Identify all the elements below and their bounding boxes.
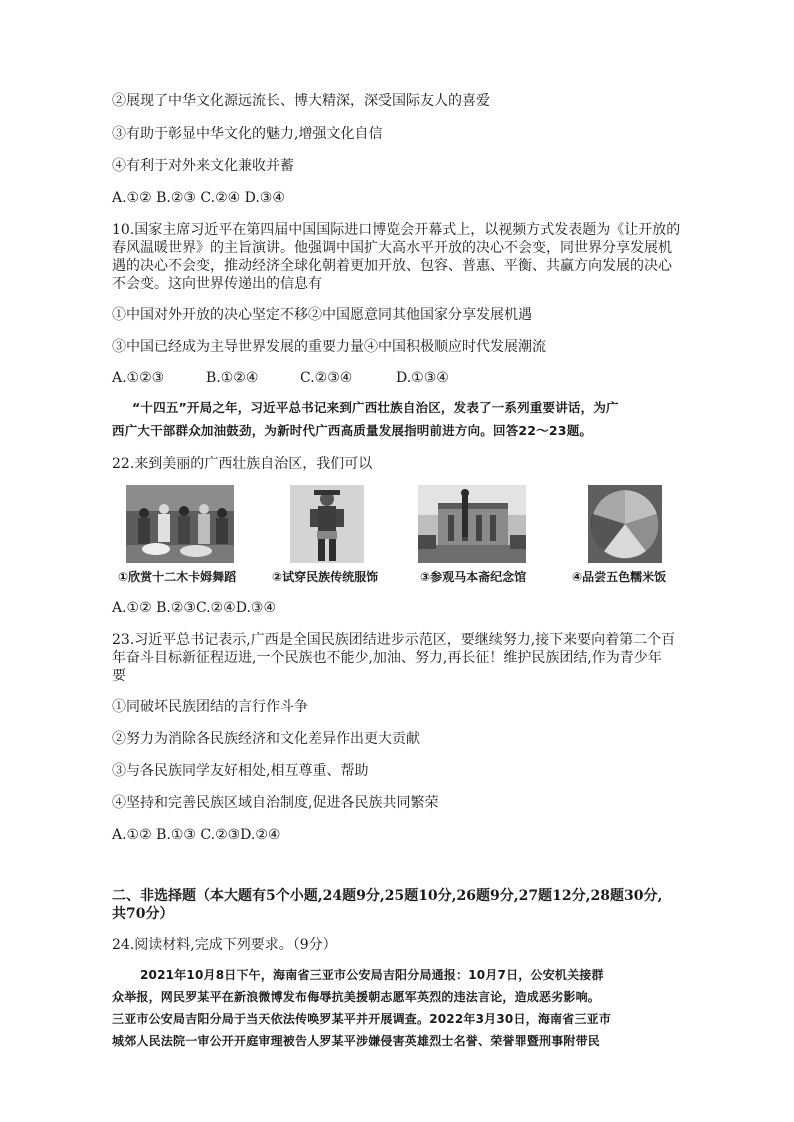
q9-statement-3: ③有助于彰显中华文化的魅力,增强文化自信 bbox=[112, 126, 383, 142]
q10-options bbox=[112, 369, 449, 387]
photo-costume bbox=[290, 485, 364, 563]
q10-option-b: B.①②④ bbox=[206, 370, 259, 386]
photo-dance bbox=[126, 485, 234, 563]
dance-image bbox=[126, 485, 234, 563]
section-2-heading-line-2: 共70分） bbox=[112, 906, 174, 922]
photo-memorial bbox=[418, 485, 526, 563]
q22-stem: 22.来到美丽的广西壮族自治区，我们可以 bbox=[112, 456, 373, 472]
caption-rice: ④品尝五色糯米饭 bbox=[572, 570, 667, 584]
q10-stem-line-2: 春风温暖世界》的主旨演讲。他强调中国扩大高水平开放的决心不会变，同世界分享发展机 bbox=[112, 240, 672, 256]
memorial-image bbox=[418, 485, 526, 563]
q23-statement-1: ①同破坏民族团结的言行作斗争 bbox=[112, 699, 308, 715]
rice-image bbox=[588, 485, 662, 563]
q10-stem-line-3: 遇的决心不会变，推动经济全球化朝着更加开放、包容、普惠、平衡、共赢方向发展的决心 bbox=[112, 258, 672, 274]
q24-material-line-3: 三亚市公安局吉阳分局于当天依法传唤罗某平并开展调查。2022年3月30日，海南省三亚市 bbox=[112, 1012, 612, 1026]
q10-option-c: C.②③④ bbox=[300, 370, 353, 386]
material-line-2: 西广大干部群众加油鼓劲，为新时代广西高质量发展指明前进方向。回答22～23题。 bbox=[112, 423, 593, 438]
q9-statement-2: ②展现了中华文化源远流长、博大精深，深受国际友人的喜爱 bbox=[112, 93, 490, 109]
q24-stem: 24.阅读材料,完成下列要求。（9分） bbox=[112, 937, 337, 953]
q9-statement-4: ④有利于对外来文化兼收并蓄 bbox=[112, 158, 294, 174]
caption-memorial: ③参观马本斋纪念馆 bbox=[420, 570, 527, 584]
q23-statement-4: ④坚持和完善民族区域自治制度,促进各民族共同繁荣 bbox=[112, 795, 439, 811]
q9-options: A.①② B.②③ C.②④ D.③④ bbox=[112, 190, 285, 206]
section-2-heading-line-1: 二、非选择题（本大题有5个小题,24题9分,25题10分,26题9分,27题12分,28题30分, bbox=[112, 888, 663, 904]
q22-options: A.①② B.②③C.②④D.③④ bbox=[112, 600, 276, 616]
q10-stem-line-4: 不会变。这向世界传递出的信息有 bbox=[112, 276, 322, 292]
caption-costume: ②试穿民族传统服饰 bbox=[272, 570, 379, 584]
q10-statements-1-2: ①中国对外开放的决心坚定不移②中国愿意同其他国家分享发展机遇 bbox=[112, 307, 532, 323]
q23-stem-line-3: 要 bbox=[112, 668, 126, 684]
q23-stem-line-1: 23.习近平总书记表示,广西是全国民族团结进步示范区，要继续努力,接下来要向着第二个百 bbox=[112, 632, 676, 648]
q10-statements-3-4: ③中国已经成为主导世界发展的重要力量④中国积极顺应时代发展潮流 bbox=[112, 339, 546, 355]
q23-statement-3: ③与各民族同学友好相处,相互尊重、帮助 bbox=[112, 763, 369, 779]
q23-stem-line-2: 年奋斗目标新征程迈进,一个民族也不能少,加油、努力,再长征！维护民族团结,作为青少年 bbox=[112, 650, 662, 666]
q10-option-a: A.①②③ bbox=[112, 370, 165, 386]
q10-option-d: D.①③④ bbox=[396, 370, 449, 386]
costume-image bbox=[290, 485, 364, 563]
q23-options: A.①② B.①③ C.②③D.②④ bbox=[112, 827, 281, 843]
caption-dance: ①欣赏十二木卡姆舞蹈 bbox=[118, 570, 237, 584]
q24-material-line-1: 2021年10月8日下午，海南省三亚市公安局吉阳分局通报：10月7日，公安机关接群 bbox=[140, 968, 604, 982]
q10-stem-line-1: 10.国家主席习近平在第四届中国国际进口博览会开幕式上，以视频方式发表题为《让开放的 bbox=[112, 222, 681, 238]
q23-statement-2: ②努力为消除各民族经济和文化差异作出更大贡献 bbox=[112, 731, 420, 747]
photo-rice bbox=[588, 485, 662, 563]
q24-material-line-2: 众举报，网民罗某平在新浪微博发布侮辱抗美援朝志愿军英烈的违法言论，造成恶劣影响。 bbox=[112, 990, 601, 1004]
q24-material-line-4: 城郊人民法院一审公开开庭审理被告人罗某平涉嫌侵害英雄烈士名誉、荣誉罪暨刑事附带民 bbox=[112, 1034, 601, 1048]
material-line-1: “十四五”开局之年，习近平总书记来到广西壮族自治区，发表了一系列重要讲话，为广 bbox=[132, 400, 619, 415]
